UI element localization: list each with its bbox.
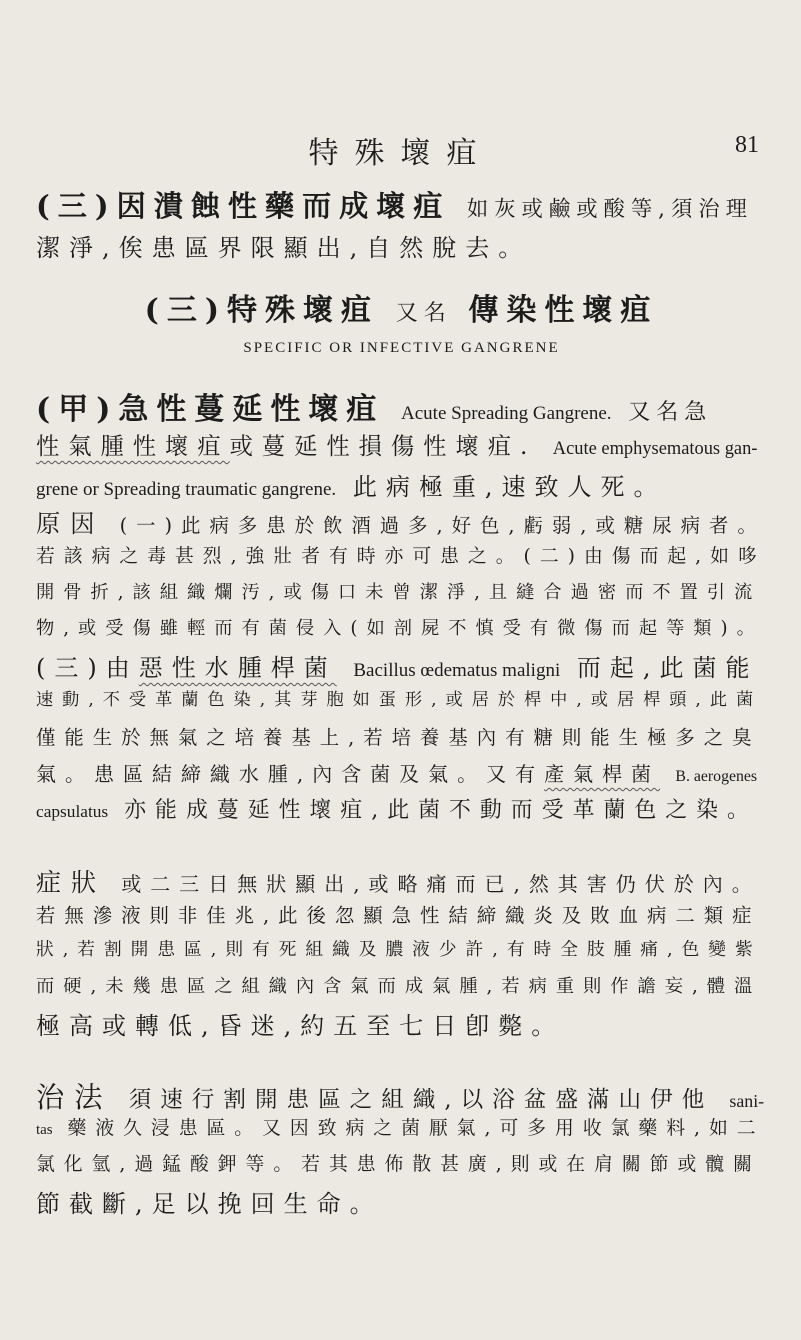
section-caustic-line2: 潔淨,俟患區界限顯出,自然脫去。 bbox=[36, 234, 532, 262]
cause-line8 bbox=[36, 764, 767, 800]
section-caustic-gangrene bbox=[36, 189, 767, 262]
section-caustic-heading: (三)因潰蝕性藥而成壞疽 bbox=[36, 189, 451, 223]
cause-germ-2: 產氣桿菌 bbox=[544, 762, 661, 786]
section-caustic-line1 bbox=[36, 189, 767, 232]
cause-line5 bbox=[36, 656, 767, 692]
symptoms-text-1: 或二三日無狀顯出,或略痛而已,然其害仍伏於內。 bbox=[121, 872, 761, 896]
cause-line9 bbox=[36, 800, 767, 836]
treatment-text-2: 藥液久浸患區。又因致病之菌厭氣,可多用收氯藥料,如二 bbox=[67, 1118, 765, 1139]
cause-section bbox=[36, 512, 767, 836]
acute-latin-alias-cont: grene or Spreading traumatic gangrene. bbox=[36, 479, 337, 500]
symptoms-line1 bbox=[36, 870, 767, 906]
treatment-line2 bbox=[36, 1120, 767, 1156]
section-specific-gangrene bbox=[36, 293, 767, 357]
cause-text-5b: 而起,此菌能 bbox=[576, 654, 759, 682]
acute-line2 bbox=[36, 435, 767, 471]
acute-alias-prefix: 又名急 bbox=[628, 400, 713, 425]
section-specific-heading: (三)特殊壞疽 bbox=[144, 293, 380, 328]
section-specific-alias-prefix: 又名 bbox=[395, 301, 452, 326]
acute-heading: (甲)急性蔓延性壞疽 bbox=[36, 392, 385, 427]
cause-germ-2-latin-cont: capsulatus bbox=[36, 802, 109, 821]
cause-label: 原因 bbox=[36, 510, 105, 538]
section-caustic-note: 如灰或鹼或酸等,須治理 bbox=[466, 197, 753, 222]
symptoms-section bbox=[36, 870, 767, 1050]
running-title: 特殊壞疽 bbox=[308, 136, 493, 171]
acute-alias-term-2: 或蔓延性損傷性壞疽. bbox=[229, 433, 537, 460]
cause-line1 bbox=[36, 512, 767, 548]
page-header bbox=[0, 128, 801, 171]
symptoms-line2: 若無滲液則非佳兆,此後忽顯急性結締織炎及敗血病二類症 bbox=[36, 904, 761, 927]
treatment-latin-2: tas bbox=[36, 1122, 53, 1138]
symptoms-line3: 狀,若割開患區,則有死組織及膿液少許,有時全肢腫痛,色變紫 bbox=[36, 940, 762, 960]
cause-line7: 僅能生於無氣之培養基上,若培養基內有糖則能生極多之臭 bbox=[36, 726, 761, 749]
treatment-text-1: 須速行割開患區之組織,以浴盆盛滿山伊他 bbox=[128, 1087, 714, 1113]
cause-germ-1: 惡性水腫桿菌 bbox=[138, 654, 337, 682]
acute-alias-term-1: 性氣腫性壞疽 bbox=[36, 433, 230, 460]
cause-text-8a: 氣。患區結締織水腫,內含菌及氣。又有 bbox=[36, 762, 545, 786]
treatment-line3: 氯化氫,過錳酸鉀等。若其患佈散甚廣,則或在肩關節或髖關 bbox=[36, 1154, 761, 1175]
treatment-label: 治法 bbox=[36, 1081, 113, 1114]
treatment-latin-1: sani- bbox=[729, 1091, 765, 1111]
acute-latin-alias: Acute emphysematous gan- bbox=[552, 438, 758, 458]
cause-germ-2-latin: B. aerogenes bbox=[675, 768, 758, 785]
cause-line6: 速動,不受革蘭色染,其芽胞如蛋形,或居於桿中,或居桿頭,此菌 bbox=[36, 690, 763, 710]
cause-line2: 若該病之毒甚烈,強壯者有時亦可患之。(二)由傷而起,如哆 bbox=[36, 546, 766, 567]
subsection-acute-spreading bbox=[36, 392, 767, 501]
section-specific-alias: 傳染性壞疽 bbox=[468, 293, 659, 328]
treatment-section bbox=[36, 1081, 767, 1228]
cause-text-1: (一)此病多患於飲酒過多,好色,虧弱,或糖尿病者。 bbox=[119, 514, 766, 537]
cause-line3: 開骨折,該組織爛汚,或傷口未曾潔淨,且縫合過密而不置引流 bbox=[36, 582, 762, 603]
treatment-line1 bbox=[36, 1081, 767, 1120]
page-number: 81 bbox=[735, 132, 759, 158]
acute-latin-name: Acute Spreading Gangrene. bbox=[401, 403, 612, 424]
symptoms-line4: 而硬,未幾患區之組織內含氣而成氣腫,若病重則作譫妄,體溫 bbox=[36, 976, 762, 997]
cause-line4: 物,或受傷雖輕而有菌侵入(如剖屍不慎受有微傷而起等類)。 bbox=[36, 618, 764, 639]
symptoms-line5: 極高或轉低,昏迷,約五至七日卽斃。 bbox=[36, 1012, 565, 1040]
cause-germ-1-latin: Bacillus œdematus maligni bbox=[353, 660, 561, 681]
acute-line3 bbox=[36, 475, 767, 499]
treatment-line4: 節截斷,足以挽回生命。 bbox=[36, 1190, 383, 1218]
acute-severity: 此病極重,速致人死。 bbox=[352, 473, 667, 501]
section-specific-heading-line bbox=[36, 293, 767, 334]
cause-text-5a: (三)由 bbox=[36, 654, 139, 682]
acute-line1 bbox=[36, 392, 767, 433]
section-specific-english: SPECIFIC OR INFECTIVE GANGRENE bbox=[243, 340, 560, 356]
cause-text-9: 亦能成蔓延性壞疽,此菌不動而受革蘭色之染。 bbox=[124, 798, 758, 823]
symptoms-label: 症狀 bbox=[36, 868, 106, 897]
